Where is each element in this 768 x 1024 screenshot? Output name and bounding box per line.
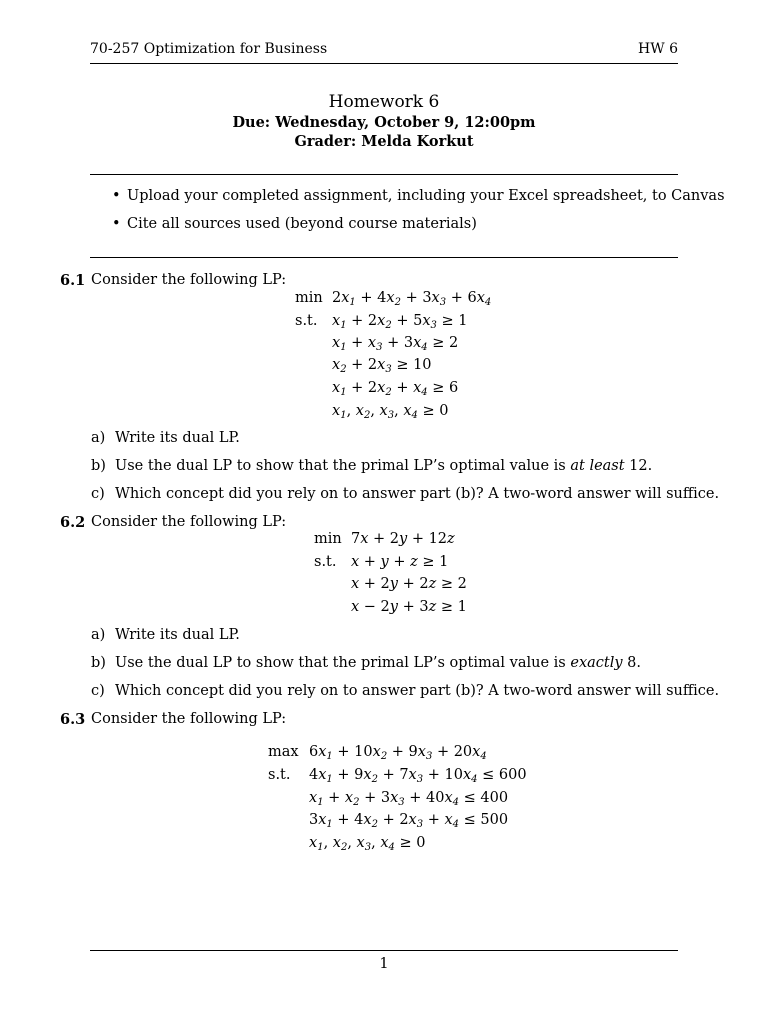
constraint: $x_2 + 2x_3 \ge 10$ [332, 357, 432, 375]
grader: Grader: Melda Korkut [294, 133, 474, 150]
problem-intro: Consider the following LP: [91, 711, 287, 727]
running-header-hw: HW 6 [638, 41, 678, 57]
problem-part: a) Write its dual LP. [91, 430, 240, 446]
problem-intro: Consider the following LP: [91, 272, 287, 288]
due-date: Due: Wednesday, October 9, 12:00pm [232, 114, 536, 131]
problem-number: 6.1 [60, 272, 86, 289]
constraint: $4x_1 + 9x_2 + 7x_3 + 10x_4 \le 600$ [309, 767, 527, 785]
objective-keyword: min [314, 531, 342, 547]
constraints-keyword: s.t. [268, 767, 291, 783]
instruction-item: • Upload your completed assignment, including your Excel spreadsheet, to Canvas [112, 188, 725, 204]
constraint: $3x_1 + 4x_2 + 2x_3 + x_4 \le 500$ [309, 812, 509, 830]
constraint: $x_1 + x_3 + 3x_4 \ge 2$ [332, 335, 459, 353]
constraints-keyword: s.t. [295, 313, 318, 329]
problem-part: b) Use the dual LP to show that the primal LP’s optimal value is at least 12. [91, 458, 653, 474]
objective-keyword: min [295, 290, 323, 306]
problem-part: b) Use the dual LP to show that the primal LP’s optimal value is exactly 8. [91, 655, 641, 671]
running-header-course: 70-257 Optimization for Business [90, 41, 328, 57]
nonnegativity-constraint: $x_1$, $x_2$, $x_3$, $x_4 \ge 0$ [309, 835, 426, 853]
instructions-bottom-rule [90, 257, 678, 258]
objective-keyword: max [268, 744, 299, 760]
header-rule [90, 63, 678, 64]
constraint: x − 2y + 3z ≥ 1 [351, 599, 467, 615]
page-title: Homework 6 [328, 92, 440, 112]
problem-number: 6.3 [60, 711, 86, 728]
objective-function: 7x + 2y + 12z [351, 531, 455, 547]
footer-rule [90, 950, 678, 951]
problem-intro: Consider the following LP: [91, 514, 287, 530]
problem-number: 6.2 [60, 514, 86, 531]
instruction-item: • Cite all sources used (beyond course materials) [112, 216, 477, 232]
problem-part: c) Which concept did you rely on to answer part (b)? A two-word answer will suffice. [91, 683, 720, 699]
page-number: 1 [379, 956, 389, 972]
constraint: x + 2y + 2z ≥ 2 [351, 576, 467, 592]
objective-function: $6x_1 + 10x_2 + 9x_3 + 20x_4$ [309, 744, 487, 762]
constraint: $x_1 + 2x_2 + x_4 \ge 6$ [332, 380, 459, 398]
constraint: x + y + z ≥ 1 [351, 554, 449, 570]
constraint: $x_1 + x_2 + 3x_3 + 40x_4 \le 400$ [309, 790, 509, 808]
problem-part: c) Which concept did you rely on to answer part (b)? A two-word answer will suffice. [91, 486, 720, 502]
objective-function: $2x_1 + 4x_2 + 3x_3 + 6x_4$ [332, 290, 492, 308]
problem-part: a) Write its dual LP. [91, 627, 240, 643]
nonnegativity-constraint: $x_1$, $x_2$, $x_3$, $x_4 \ge 0$ [332, 403, 449, 421]
constraints-keyword: s.t. [314, 554, 337, 570]
instructions-top-rule [90, 174, 678, 175]
constraint: $x_1 + 2x_2 + 5x_3 \ge 1$ [332, 313, 468, 331]
